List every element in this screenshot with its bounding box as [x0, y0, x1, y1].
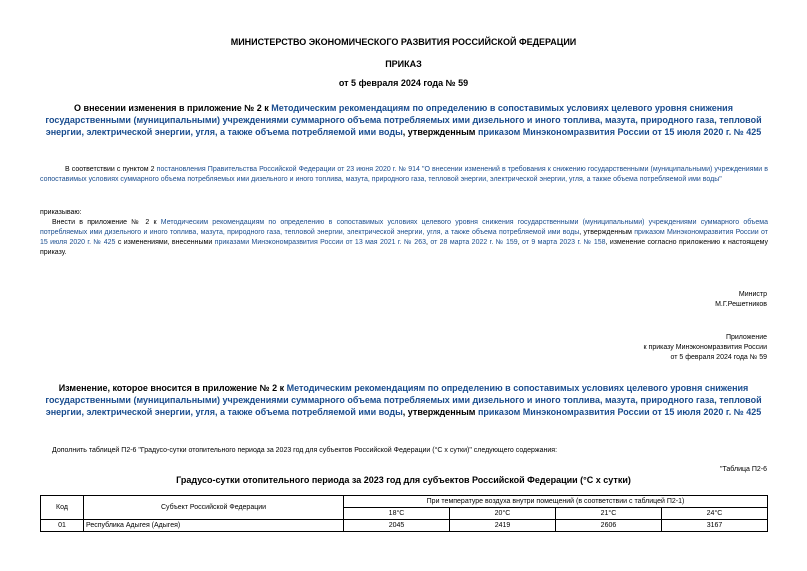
appendix-ref-line1: Приложение [725, 334, 767, 341]
doc-date-number: от 5 февраля 2024 года № 59 [338, 78, 469, 88]
ministry-heading: МИНИСТЕРСТВО ЭКОНОМИЧЕСКОГО РАЗВИТИЯ РОССИЙСКОЙ ФЕДЕРАЦИИ [230, 37, 577, 47]
appendix-ref-line3: от 5 февраля 2024 года № 59 [670, 354, 767, 361]
body-text-2: , утвержденным [579, 229, 635, 236]
change-title-text-1: Изменение, которое вносится в приложение № 2 к [58, 383, 287, 393]
change-title [45, 382, 762, 418]
doc-type-heading: ПРИКАЗ [385, 59, 422, 69]
col-temp-18: 18°С [344, 508, 450, 520]
body-link-recommendations[interactable]: Методическим рекомендациям по определению в сопоставимых условиях целевого уровня снижения государственными (муниципальными) учреждениями суммарного объема потребляемых ими дизельного и иного топлива, мазута, природного газа, тепловой энергии, электрической энергии, угля, а также объема потребляемой ими воды [40, 219, 768, 236]
body-text-6: , изменение согласно приложению к настоящему приказу. [40, 239, 769, 256]
preamble-text: В соответствии с пунктом 2 [65, 166, 157, 173]
order-word: приказываю: [40, 209, 82, 216]
change-title-link-order-425[interactable]: приказом Минэкономразвития России от 15 июля 2020 г. № 425 [477, 407, 762, 417]
col-group-header: При температуре воздуха внутри помещений (в соответствии с таблицей П2-1) [344, 496, 768, 508]
body-text-3: с изменениями, внесенными [115, 239, 215, 246]
order-title [45, 102, 762, 138]
cell-value-18: 2045 [344, 520, 450, 532]
preamble-link-resolution-914[interactable]: постановления Правительства Российской Федерации от 23 июня 2020 г. № 914 "О внесении изменений в требования к снижению государственными (муниципальными) учреждениями в сопоставимых условиях суммарного объема потребляемых ими дизельного и иного топлива, мазута, природного газа, тепловой энергии, электрической энергии, угля, а также объема потребляемой ими воды" [40, 166, 768, 183]
cell-value-20: 2419 [449, 520, 555, 532]
body-link-order-263[interactable]: приказами Минэкономразвития России от 13 мая 2021 г. № 263 [214, 239, 426, 246]
body-text-4: , [425, 239, 431, 246]
cell-code: 01 [41, 520, 84, 532]
col-temp-24: 24°С [661, 508, 767, 520]
title-text-2: , утвержденным [402, 127, 478, 137]
col-subject-header: Субъект Российской Федерации [84, 496, 344, 520]
appendix-ref-line2: к приказу Минэкономразвития России [643, 344, 767, 351]
change-title-text-2: , утвержденным [402, 407, 478, 417]
col-temp-20: 20°С [449, 508, 555, 520]
preamble-paragraph [40, 165, 768, 185]
supplement-paragraph: Дополнить таблицей П2-6 "Градусо-сутки отопительного периода за 2023 год для субъектов Российской Федерации (°С x сутки)" следующего содержания: [52, 447, 558, 454]
cell-value-21: 2606 [555, 520, 661, 532]
cell-subject: Республика Адыгея (Адыгея) [84, 520, 344, 532]
degree-days-table [40, 495, 768, 532]
table-row [41, 520, 768, 532]
table-title: Градусо-сутки отопительного периода за 2023 год для субъектов Российской Федерации (°С x сутки) [176, 475, 631, 485]
col-temp-21: 21°С [555, 508, 661, 520]
table-header-row [41, 496, 768, 508]
change-title-link-recommendations[interactable]: Методическим рекомендациям по определению в сопоставимых условиях целевого уровня снижения государственными (муниципальными) учреждениями суммарного объема потребляемых ими дизельного и иного топлива, мазута, природного газа, тепловой энергии, электрической энергии, угля, а также объема потребляемой ими воды [45, 383, 762, 417]
table-label: "Таблица П2-6 [719, 466, 767, 473]
body-link-order-425[interactable]: приказом Минэкономразвития России от 15 июля 2020 г. № 425 [40, 229, 768, 246]
cell-value-24: 3167 [661, 520, 767, 532]
title-link-recommendations[interactable]: Методическим рекомендациям по определению в сопоставимых условиях целевого уровня снижения государственными (муниципальными) учреждениями суммарного объема потребляемых ими дизельного и иного топлива, мазута, природного газа, тепловой энергии, электрической энергии, угля, а также объема потребляемой ими воды [45, 103, 762, 137]
signature-position: Министр [738, 291, 767, 298]
body-text-1: Внести в приложение № 2 к [52, 219, 161, 226]
body-link-order-159[interactable]: от 28 марта 2022 г. № 159 [430, 239, 518, 246]
col-code-header: Код [41, 496, 84, 520]
body-link-order-158[interactable]: от 9 марта 2023 г. № 158 [522, 239, 606, 246]
signature-name: М.Г.Решетников [715, 301, 767, 308]
title-text-1: О внесении изменения в приложение № 2 к [74, 103, 272, 113]
body-paragraph [40, 218, 768, 258]
body-text-5: , [517, 239, 523, 246]
title-link-order-425[interactable]: приказом Минэкономразвития России от 15 июля 2020 г. № 425 [477, 127, 762, 137]
